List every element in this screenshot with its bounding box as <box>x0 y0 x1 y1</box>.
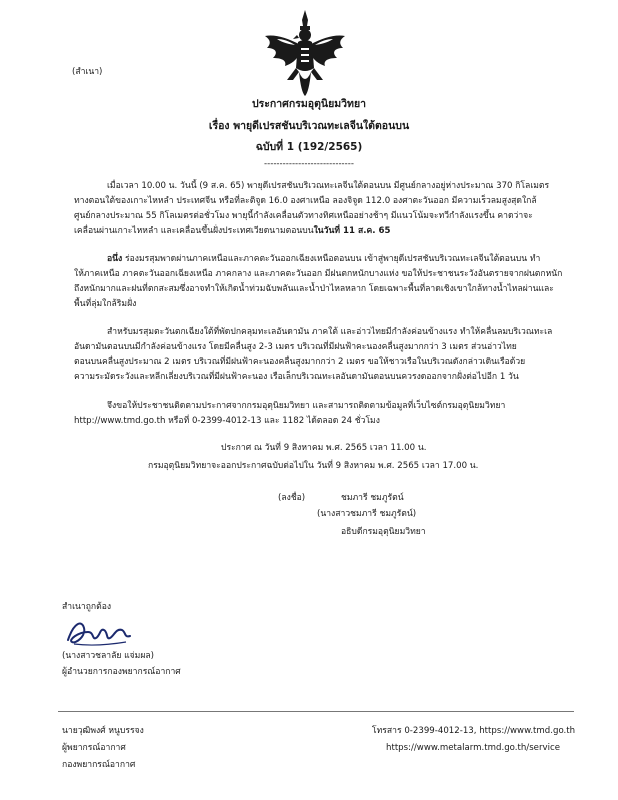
para1-line-2: ทางตอนใต้ของเกาะไหหลำ ประเทศจีน หรือที่ละติจูด 16.0 องศาเหนือ ลองจิจูด 112.0 องศาตะวันออก มีความเร็วลมสูงสุดใกล้ <box>74 196 537 206</box>
footer-left-1: นายวุฒิพงศ์ หนูบรรจง <box>62 726 144 736</box>
signed-name: ชมภารี ชมภูรัตน์ <box>341 493 404 503</box>
para2-line-1-text: ร่องมรสุมพาดผ่านภาคเหนือและภาคตะวันออกเฉียงเหนือตอนบน เข้าสู่พายุดีเปรสชันบริเวณทะเลจีนใต้ตอนบน ทำ <box>124 254 541 264</box>
para2-line-1 <box>107 253 540 267</box>
certified-position: ผู้อำนวยการกองพยากรณ์อากาศ <box>62 667 181 677</box>
issue-number: ฉบับที่ 1 (192/2565) <box>255 141 363 153</box>
copy-label: (สำเนา) <box>72 67 103 77</box>
footer-right-1: โทรสาร 0-2399-4012-13, https://www.tmd.go.th <box>372 726 576 736</box>
footer-divider <box>58 711 574 712</box>
certified-name: (นางสาวชลาลัย แจ่มผล) <box>62 651 154 661</box>
para2-lead: อนึ่ง <box>107 254 123 264</box>
footer-left-2: ผู้พยากรณ์อากาศ <box>62 743 126 753</box>
para4-line-2: http://www.tmd.go.th หรือที่ 0-2399-4012-13 และ 1182 ได้ตลอด 24 ชั่วโมง <box>74 416 380 426</box>
para1-last-text: เคลื่อนผ่านเกาะไหหลำ และเคลื่อนขึ้นฝั่งประเทศเวียดนามตอนบน <box>74 226 314 236</box>
page-title: ประกาศกรมอุตุนิยมวิทยา <box>251 98 367 110</box>
para1-line-3: ศูนย์กลางประมาณ 55 กิโลเมตรต่อชั่วโมง พายุนี้กำลังเคลื่อนตัวทางทิศเหนืออย่างช้าๆ มีแนวโน้มจะทวีกำลังแรงขึ้น คาดว่าจะ <box>74 211 533 221</box>
subject-line: เรื่อง พายุดีเปรสชันบริเวณทะเลจีนใต้ตอนบน <box>208 120 410 132</box>
footer-left-3: กองพยากรณ์อากาศ <box>62 760 136 770</box>
para3-line-4: ความระมัดระวังและหลีกเลี่ยงบริเวณที่มีฝนฟ้าคะนอง เรือเล็กบริเวณทะเลอันดามันตอนบนควรงดออกจากฝั่งต่อไปอีก 1 วัน <box>74 372 519 382</box>
next-issue-note: กรมอุตุนิยมวิทยาจะออกประกาศฉบับต่อไปใน วันที่ 9 สิงหาคม พ.ศ. 2565 เวลา 17.00 น. <box>148 461 479 471</box>
para1-last-date: ในวันที่ 11 ส.ค. 65 <box>313 226 391 236</box>
garuda-emblem-icon <box>263 8 347 100</box>
certified-label: สำเนาถูกต้อง <box>62 602 112 612</box>
para3-line-2: อันดามันตอนบนมีกำลังค่อนข้างแรง โดยมีคลื่นสูง 2-3 เมตร บริเวณที่มีฝนฟ้าคะนองคลื่นสูงมากกว่า 3 เมตร ส่วนอ่าวไทย <box>74 342 517 352</box>
para1-line-4 <box>74 225 390 239</box>
para2-line-3: ถึงหนักมากและฝนที่ตกสะสมซึ่งอาจทำให้เกิดน้ำท่วมฉับพลันและน้ำป่าไหลหลาก โดยเฉพาะพื้นที่ลาดเชิงเขาใกล้ทางน้ำไหลผ่านและ <box>74 284 554 294</box>
footer-right-2: https://www.metalarm.tmd.go.th/service <box>386 743 560 753</box>
handwritten-signature-icon <box>64 614 134 650</box>
signed-prefix: (ลงชื่อ) <box>278 493 306 503</box>
para1-line-1: เมื่อเวลา 10.00 น. วันนี้ (9 ส.ค. 65) พายุดีเปรสชันบริเวณทะเลจีนใต้ตอนบน มีศูนย์กลางอยู่ห่างประมาณ 370 กิโลเมตร <box>107 181 550 191</box>
signatory-position: อธิบดีกรมอุตุนิยมวิทยา <box>341 527 426 537</box>
announce-date: ประกาศ ณ วันที่ 9 สิงหาคม พ.ศ. 2565 เวลา 11.00 น. <box>221 443 427 453</box>
para2-line-2: ให้ภาคเหนือ ภาคตะวันออกเฉียงเหนือ ภาคกลาง และภาคตะวันออก มีฝนตกหนักบางแห่ง ขอให้ประชาชนระวังอันตรายจากฝนตกหนัก <box>74 269 563 279</box>
para3-line-1: สำหรับมรสุมตะวันตกเฉียงใต้ที่พัดปกคลุมทะเลอันดามัน ภาคใต้ และอ่าวไทยมีกำลังค่อนข้างแรง ทำให้คลื่นลมบริเวณทะเล <box>107 327 553 337</box>
para2-line-4: พื้นที่ลุ่มใกล้ริมฝั่ง <box>74 299 137 309</box>
para3-line-3: ตอนบนคลื่นสูงประมาณ 2 เมตร บริเวณที่มีฝนฟ้าคะนองคลื่นสูงมากกว่า 2 เมตร ขอให้ชาวเรือในบริเวณดังกล่าวเดินเรือด้วย <box>74 357 526 367</box>
signatory-full-name: (นางสาวชมภารี ชมภูรัตน์) <box>317 509 417 519</box>
para4-line-1: จึงขอให้ประชาชนติดตามประกาศจากกรมอุตุนิยมวิทยา และสามารถติดตามข้อมูลที่เว็บไซต์กรมอุตุนิยมวิทยา <box>107 401 506 411</box>
separator: ----------------------------- <box>264 159 354 169</box>
